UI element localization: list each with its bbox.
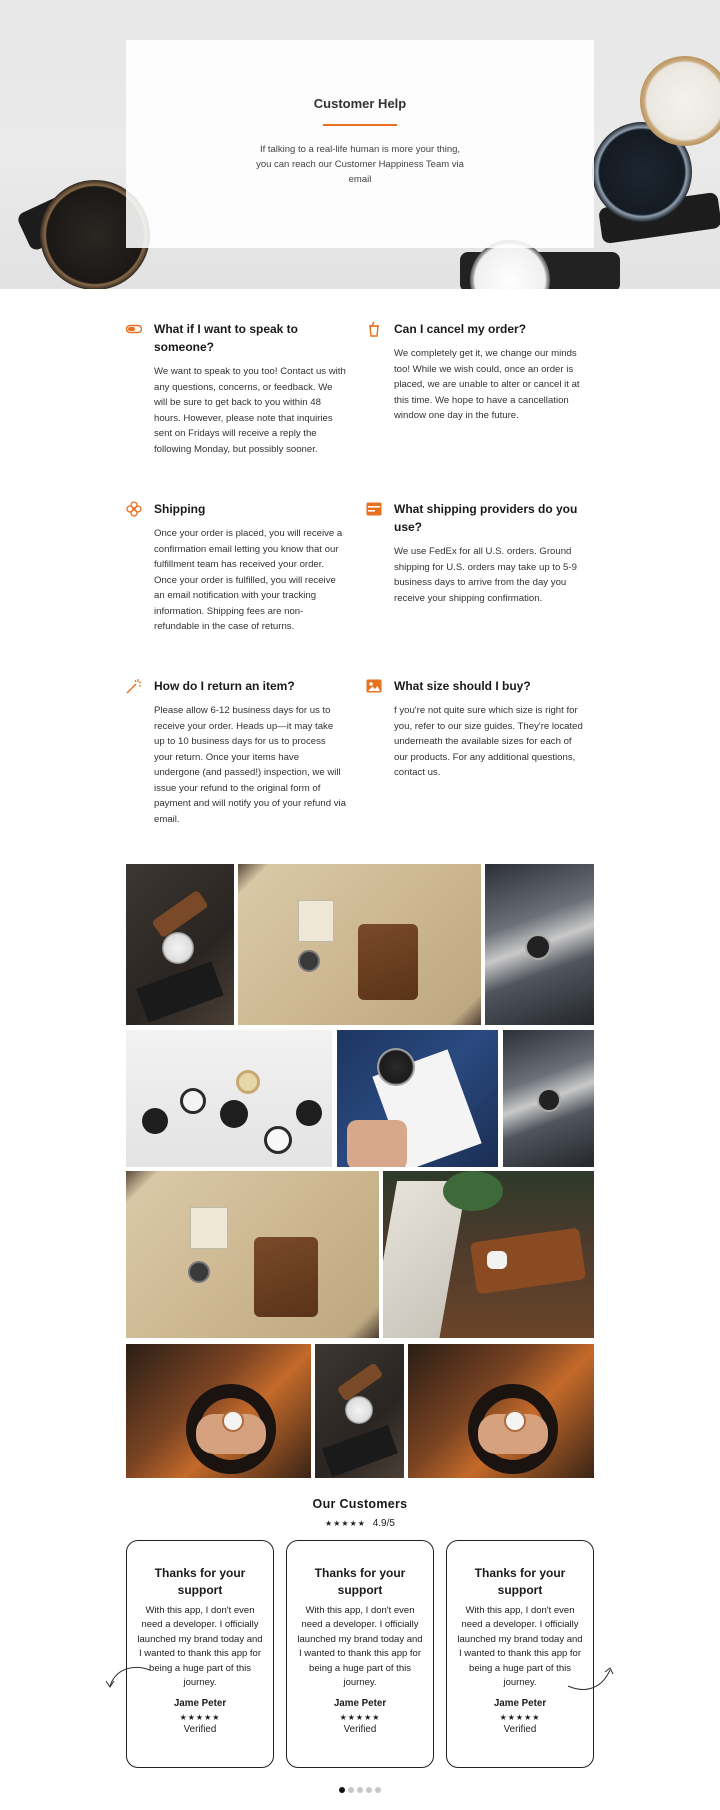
review-body: With this app, I don't even need a developer. I officially launched my brand today and I wanted to thank this app for being a huge part of this journey. — [137, 1605, 263, 1689]
review-stars: ★★★★★ — [339, 1713, 381, 1723]
review-card — [446, 1540, 594, 1768]
verified-label: Verified — [183, 1724, 217, 1736]
hero-banner — [0, 0, 720, 289]
verified-label: Verified — [343, 1724, 377, 1736]
review-title: Thanks for your support — [314, 1566, 406, 1597]
review-title: Thanks for your support — [154, 1566, 246, 1597]
magic-wand-icon — [126, 678, 142, 694]
faq-answer: f you're not quite sure which size is right for you, refer to our size guides. They're located underneath the available sizes for each of our products. For any additional questions, contact us. — [394, 705, 583, 778]
title-divider — [323, 124, 397, 126]
rating-value: 4.9/5 — [372, 1518, 395, 1529]
overall-rating — [0, 1518, 720, 1529]
next-arrow-icon[interactable] — [566, 1662, 616, 1696]
review-stars: ★★★★★ — [499, 1713, 541, 1723]
faq-answer: We completely get it, we change our minds too! While we wish could, once an order is placed, we are unable to alter or cancel it at this time. We hope to have a cancellation window one day in the future. — [394, 348, 580, 421]
gallery-photo[interactable] — [503, 1030, 594, 1167]
watch-image-top-right — [640, 56, 720, 146]
photo-gallery — [126, 864, 594, 1478]
faq-question: Can I cancel my order? — [394, 322, 527, 336]
faq-item — [126, 320, 346, 457]
faq-answer: Please allow 6-12 business days for us to receive your order. Heads up—it may take up to 10 business days for us to process your return. Once your items have undergone (and passed!) inspection, we will issue your refund to the original form of payment and will notify you of your refund via email. — [154, 705, 346, 825]
reviewer-name: Jame Peter — [493, 1698, 547, 1710]
gallery-photo[interactable] — [337, 1030, 498, 1167]
faq-question: What shipping providers do you use? — [394, 502, 578, 534]
carousel-dot[interactable] — [366, 1787, 372, 1793]
faq-item — [126, 677, 346, 827]
gallery-photo[interactable] — [485, 864, 594, 1025]
faq-question: How do I return an item? — [154, 679, 295, 693]
review-card — [286, 1540, 434, 1768]
customer-help-text: If talking to a real-life human is more your thing, you can reach our Customer Happiness Team via email — [256, 144, 464, 185]
faq-item — [366, 320, 586, 424]
carousel-dot[interactable] — [348, 1787, 354, 1793]
customers-title: Our Customers — [312, 1497, 408, 1511]
gallery-photo[interactable] — [238, 864, 481, 1025]
gallery-photo[interactable] — [126, 1030, 332, 1167]
reviewer-name: Jame Peter — [173, 1698, 227, 1710]
toggle-icon — [126, 321, 142, 337]
customer-help-title: Customer Help — [313, 96, 407, 111]
faq-answer: We want to speak to you too! Contact us with any questions, concerns, or feedback. We will be sure to get back to you within 48 hours. However, please note that inquiries sent on Fridays will receive a reply the following Monday, but possibly sooner. — [154, 366, 346, 455]
gallery-photo[interactable] — [126, 864, 234, 1025]
carousel-dots — [0, 1780, 720, 1798]
faq-question: Shipping — [154, 502, 206, 516]
carousel-dot[interactable] — [357, 1787, 363, 1793]
verified-label: Verified — [503, 1724, 537, 1736]
rating-stars: ★★★★★ — [325, 1519, 366, 1528]
carousel-dot[interactable] — [375, 1787, 381, 1793]
faq-answer: Once your order is placed, you will receive a confirmation email letting you know that our fulfillment team has received your order. Once your order is fulfilled, you will receive an email notification with your tracking information. Shipping fees are non-refundable in the case of returns. — [154, 528, 343, 632]
faq-item — [366, 677, 586, 781]
gallery-photo[interactable] — [126, 1171, 379, 1338]
customer-help-card — [126, 40, 594, 248]
gallery-photo[interactable] — [383, 1171, 594, 1338]
faq-question: What size should I buy? — [394, 679, 531, 693]
carousel-dot[interactable] — [339, 1787, 345, 1793]
reviewer-name: Jame Peter — [333, 1698, 387, 1710]
review-card — [126, 1540, 274, 1768]
review-stars: ★★★★★ — [179, 1713, 221, 1723]
faq-item — [126, 500, 346, 635]
review-body: With this app, I don't even need a developer. I officially launched my brand today and I wanted to thank this app for being a huge part of this journey. — [457, 1605, 583, 1689]
review-title: Thanks for your support — [474, 1566, 566, 1597]
flower-icon — [126, 501, 142, 517]
card-icon — [366, 501, 382, 517]
prev-arrow-icon[interactable] — [104, 1660, 154, 1694]
faq-answer: We use FedEx for all U.S. orders. Ground shipping for U.S. orders may take up to 5-9 business days to arrive from the day you receive your shipping confirmation. — [394, 546, 577, 604]
gallery-photo[interactable] — [408, 1344, 594, 1478]
image-icon — [366, 678, 382, 694]
gallery-photo[interactable] — [315, 1344, 404, 1478]
review-body: With this app, I don't even need a developer. I officially launched my brand today and I wanted to thank this app for being a huge part of this journey. — [297, 1605, 423, 1689]
gallery-photo[interactable] — [126, 1344, 311, 1478]
faq-item — [366, 500, 586, 606]
cup-icon — [366, 321, 382, 337]
faq-question: What if I want to speak to someone? — [154, 322, 299, 354]
